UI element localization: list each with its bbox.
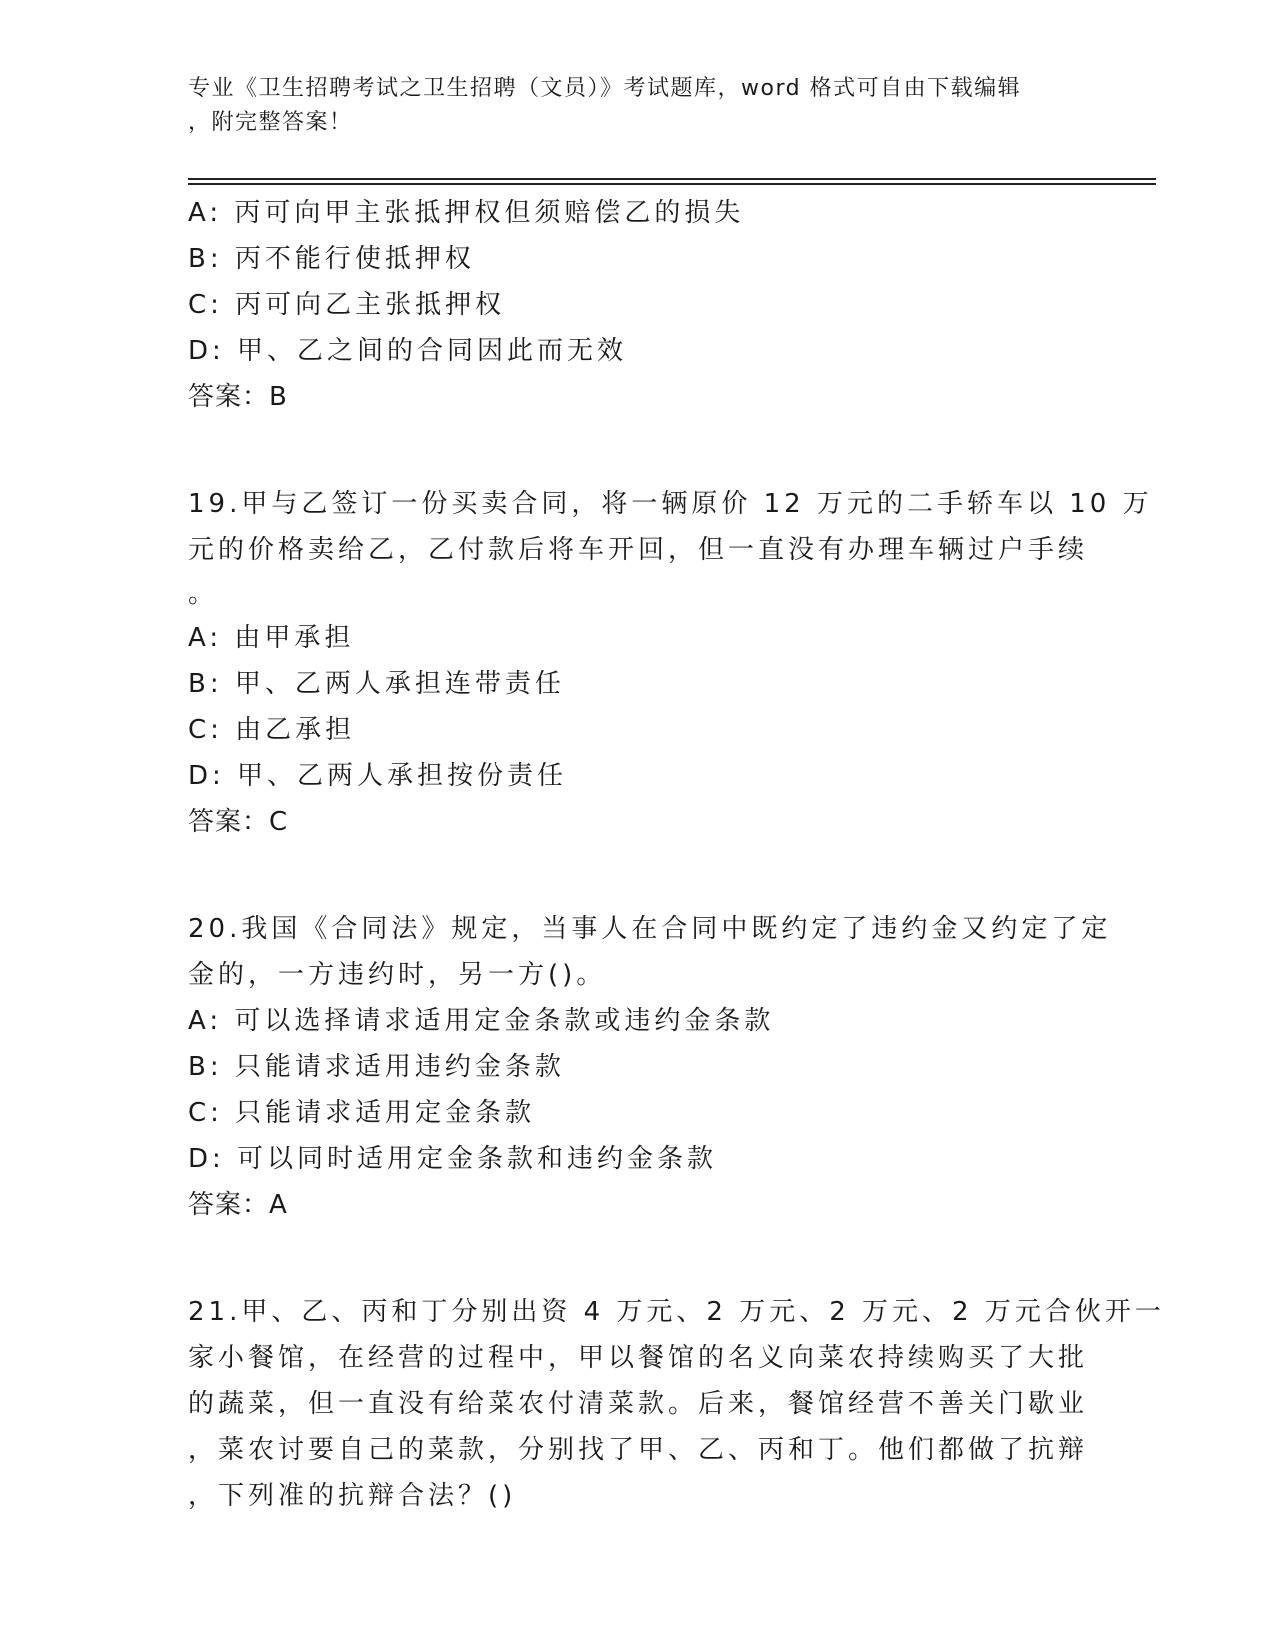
question-stem-line: 21.甲、乙、丙和丁分别出资 4 万元、2 万元、2 万元、2 万元合伙开一 [188,1297,1165,1327]
option-c: C: 丙可向乙主张抵押权 [188,290,506,320]
header-divider-top [188,178,1156,180]
option-c: C: 只能请求适用定金条款 [188,1098,536,1128]
header-divider-bottom [188,183,1156,185]
answer-label: 答案：C [188,807,289,837]
question-stem-line: 元的价格卖给乙，乙付款后将车开回，但一直没有办理车辆过户手续 [188,535,1089,565]
question-stem-line: 。 [188,579,219,609]
question-18 [188,190,1088,420]
spacer [188,845,1088,891]
option-d: D: 可以同时适用定金条款和违约金条款 [188,1144,718,1174]
option-d: D: 甲、乙之间的合同因此而无效 [188,336,628,366]
question-list [188,190,1165,1519]
header-line-2: ，附完整答案！ [188,110,353,135]
option-a: A: 可以选择请求适用定金条款或违约金条款 [188,1006,775,1036]
option-b: B: 丙不能行使抵押权 [188,244,475,274]
spacer [188,1228,1088,1274]
option-c: C: 由乙承担 [188,715,356,745]
option-b: B: 只能请求适用违约金条款 [188,1052,565,1082]
question-stem-line: ，菜农讨要自己的菜款，分别找了甲、乙、丙和丁。他们都做了抗辩 [188,1435,1089,1465]
question-19 [188,481,1153,845]
question-stem-line: 19.甲与乙签订一份买卖合同，将一辆原价 12 万元的二手轿车以 10 万 [188,489,1153,519]
option-d: D: 甲、乙两人承担按份责任 [188,761,568,791]
document-header [188,72,1088,140]
option-a: A: 由甲承担 [188,623,355,653]
question-stem-line: 金的，一方违约时，另一方()。 [188,960,607,990]
option-b: B: 甲、乙两人承担连带责任 [188,669,565,699]
option-a: A: 丙可向甲主张抵押权但须赔偿乙的损失 [188,198,745,228]
spacer [188,420,1088,466]
question-stem-line: ，下列准的抗辩合法？() [188,1481,517,1511]
question-20 [188,906,1112,1228]
question-stem-line: 家小餐馆，在经营的过程中，甲以餐馆的名义向菜农持续购买了大批 [188,1343,1089,1373]
question-21 [188,1289,1165,1519]
answer-label: 答案：A [188,1190,288,1220]
question-stem-line: 20.我国《合同法》规定，当事人在合同中既约定了违约金又约定了定 [188,914,1112,944]
header-line-1: 专业《卫生招聘考试之卫生招聘（文员）》考试题库，word 格式可自由下载编辑 [188,76,1022,101]
question-stem-line: 的蔬菜，但一直没有给菜农付清菜款。后来，餐馆经营不善关门歇业 [188,1389,1089,1419]
answer-label: 答案：B [188,382,288,412]
